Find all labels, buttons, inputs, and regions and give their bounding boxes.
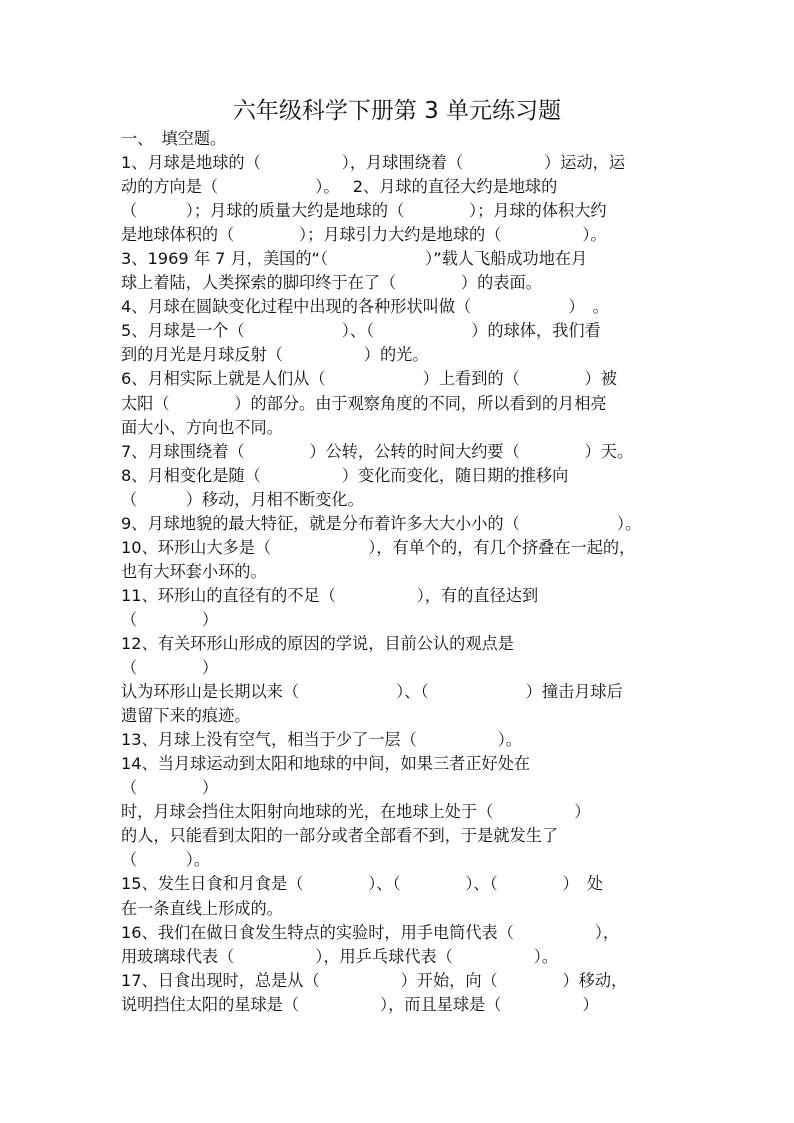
page-title: 六年级科学下册第 3 单元练习题	[232, 98, 562, 124]
question-line: 到的月光是月球反射（ ）的光。	[121, 345, 429, 365]
question-line: 的人，只能看到太阳的一部分或者全部看不到，于是就发生了	[121, 826, 559, 846]
question-line: 太阳（ ）的部分。由于观察角度的不同，所以看到的月相亮	[121, 393, 607, 413]
question-line: 15、发生日食和月食是（ ）、（ ）、（ ） 处	[121, 874, 603, 894]
question-line: 8、月相变化是随（ ）变化而变化，随日期的推移向	[121, 465, 569, 485]
question-line: 遗留下来的痕迹。	[121, 706, 251, 726]
question-line: 也有大环套小环的。	[121, 561, 267, 581]
question-line: 5、月球是一个（ ）、（ ）的球体，我们看	[121, 321, 601, 341]
question-line: 16、我们在做日食发生特点的实验时，用手电筒代表（ ），	[121, 922, 620, 942]
question-line: 7、月球围绕着（ ）公转，公转的时间大约要（ ）天。	[121, 441, 634, 461]
question-line: 时，月球会挡住太阳射向地球的光，在地球上处于（ ）	[121, 802, 591, 822]
question-line: （ ）	[121, 609, 219, 629]
question-line: （ ）。	[121, 850, 211, 870]
question-line: 4、月球在圆缺变化过程中出现的各种形状叫做（ ） 。	[121, 297, 609, 317]
question-line: 球上着陆，人类探索的脚印终于在了（ ）的表面。	[121, 273, 542, 293]
question-line: 13、月球上没有空气，相当于少了一层（ ）。	[121, 730, 522, 750]
question-line: （ ）	[121, 658, 219, 678]
question-line: 面大小、方向也不同。	[121, 417, 283, 437]
question-line: 1、月球是地球的（ ），月球围绕着（ ）运动，运	[121, 153, 626, 173]
question-line: 9、月球地貌的最大特征，就是分布着许多大大小小的（ ）。	[121, 513, 642, 533]
question-line: 17、日食出现时，总是从（ ）开始，向（ ）移动，	[121, 970, 628, 990]
question-line: 是地球体积的（ ）；月球引力大约是地球的（ ）。	[121, 225, 607, 245]
question-line: 10、环形山大多是（ ），有单个的，有几个挤叠在一起的，	[121, 537, 636, 557]
question-line: 认为环形山是长期以来（ ）、（ ）撞击月球后	[121, 682, 623, 702]
question-line: 动的方向是（ ）。 2、月球的直径大约是地球的	[121, 177, 558, 197]
question-body	[121, 127, 721, 1017]
question-line: 一、 填空题。	[121, 129, 227, 148]
question-line: 在一条直线上形成的。	[121, 898, 283, 918]
question-line: （ ）移动，月相不断变化。	[121, 489, 364, 509]
question-line: （ ）；月球的质量大约是地球的（ ）；月球的体积大约	[121, 201, 607, 221]
question-line: （ ）	[121, 778, 219, 798]
question-line: 12、有关环形山形成的原因的学说，目前公认的观点是	[121, 633, 514, 653]
question-line: 14、当月球运动到太阳和地球的中间，如果三者正好处在	[121, 754, 531, 774]
question-line: 11、环形山的直径有的不足（ ），有的直径达到	[121, 585, 539, 605]
question-line: 6、月相实际上就是人们从（ ）上看到的（ ）被	[121, 369, 617, 389]
question-line: 用玻璃球代表（ ），用乒乓球代表（ ）。	[121, 946, 559, 966]
question-line: 说明挡住太阳的星球是（ ），而且星球是（ ）	[121, 994, 599, 1014]
question-line: 3、1969 年 7 月，美国的“（ ）”载人飞船成功地在月	[121, 249, 588, 269]
